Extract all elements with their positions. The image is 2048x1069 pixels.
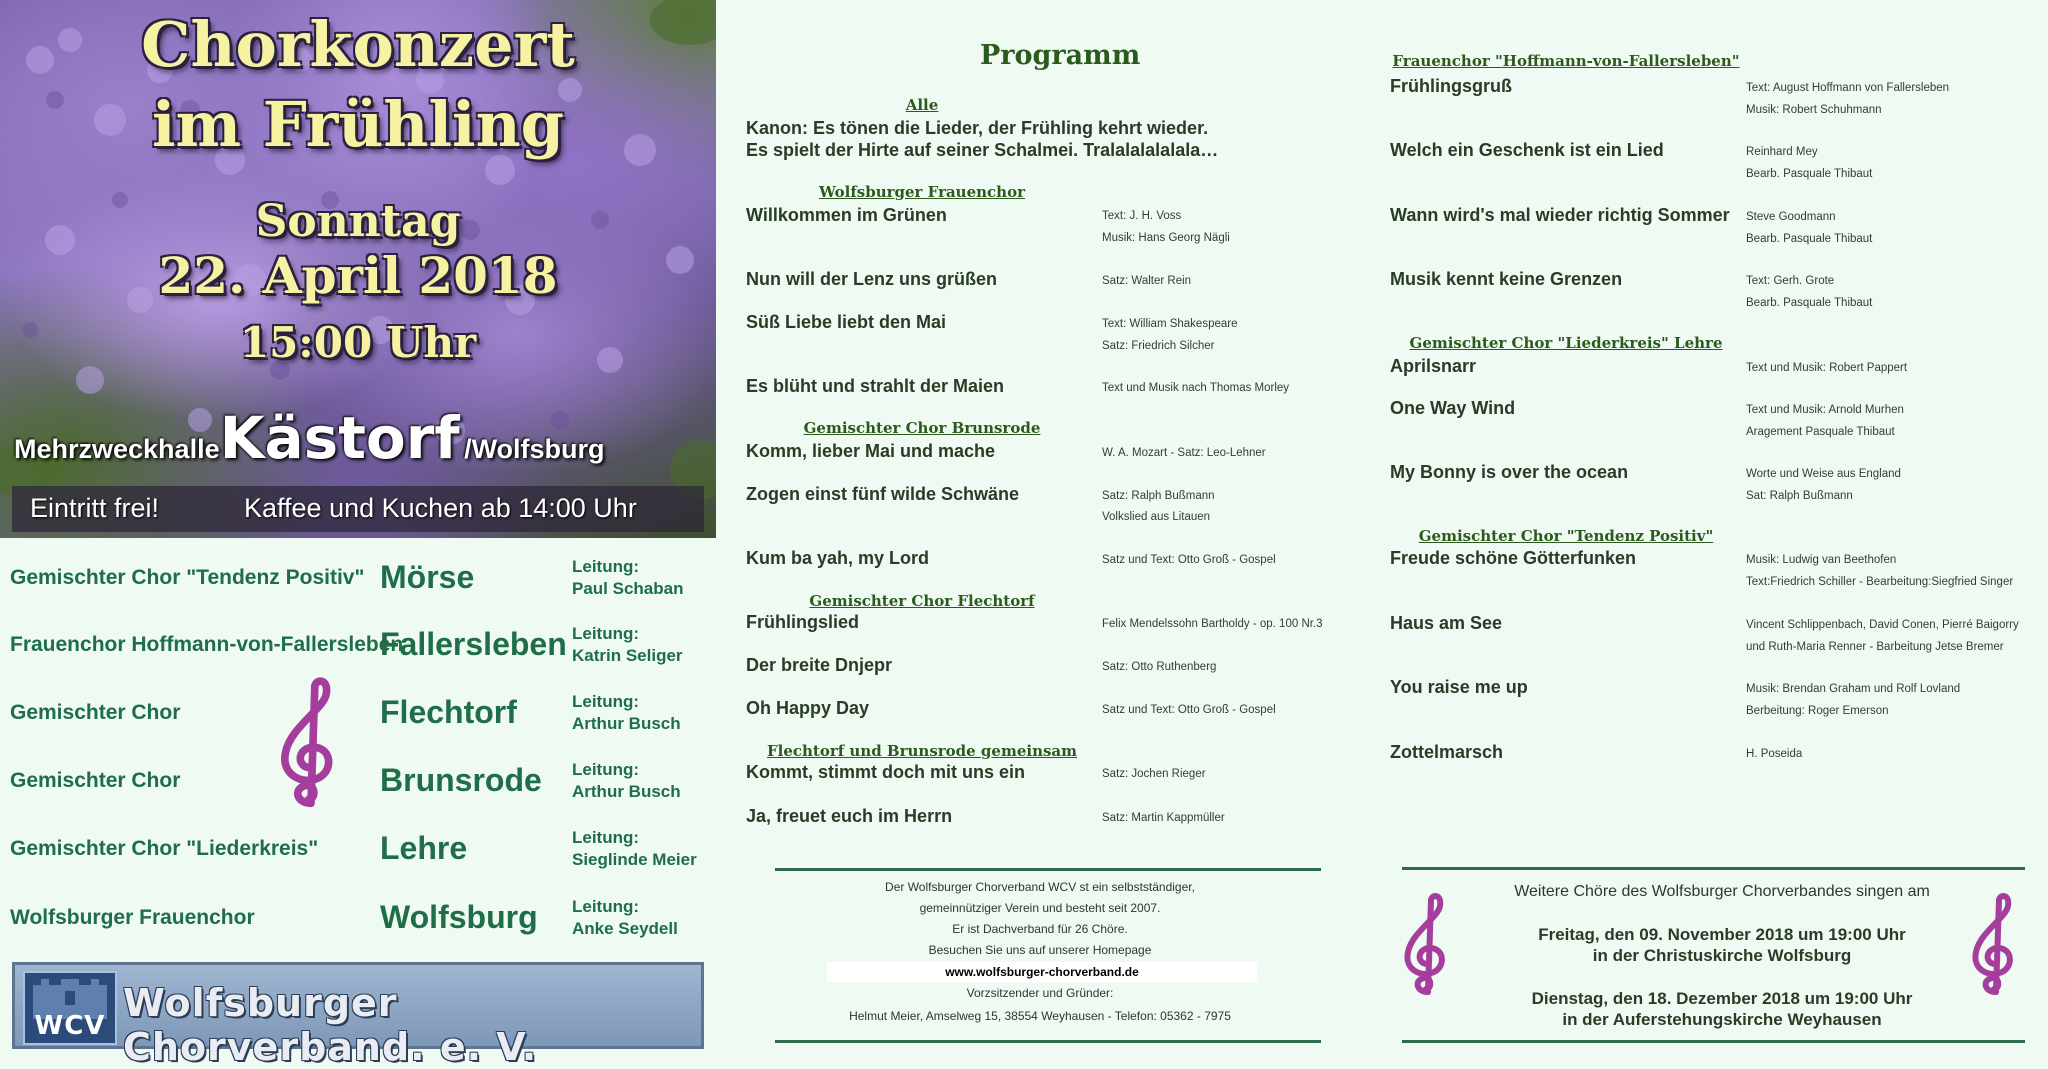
further-intro: Weitere Chöre des Wolfsburger Chorverbandes singen am bbox=[1514, 883, 1930, 900]
divider-bottom bbox=[775, 1040, 1321, 1043]
song-note: Berbeitung: Roger Emerson bbox=[1746, 705, 1889, 717]
song-note: Satz: Otto Ruthenberg bbox=[1102, 661, 1217, 673]
song-title: You raise me up bbox=[1390, 677, 1528, 697]
choir-place: Brunsrode bbox=[380, 762, 542, 798]
section-title: Gemischter Chor "Tendenz Positiv" bbox=[1418, 527, 1714, 545]
song-note: Text und Musik: Robert Pappert bbox=[1746, 362, 1908, 374]
info-line: Der Wolfsburger Chorverband WCV st ein selbstständiger, bbox=[885, 880, 1195, 894]
choir-row bbox=[0, 826, 716, 886]
song-title: Komm, lieber Mai und mache bbox=[746, 441, 996, 461]
song-note: Satz und Text: Otto Groß - Gospel bbox=[1102, 704, 1276, 716]
choir-row bbox=[0, 622, 716, 682]
choir-place: Lehre bbox=[380, 830, 468, 866]
choir-name: Gemischter Chor bbox=[10, 769, 181, 792]
choir-leader-label: Leitung: bbox=[572, 828, 640, 847]
poster-title-line2: im Frühling bbox=[151, 88, 565, 161]
choir-leader: Arthur Busch bbox=[572, 714, 681, 733]
song-title: Frühlingslied bbox=[746, 612, 860, 632]
choir-place: Fallersleben bbox=[380, 626, 567, 662]
section-title: Wolfsburger Frauenchor bbox=[819, 183, 1025, 201]
song-note: Felix Mendelssohn Bartholdy - op. 100 Nr.3 bbox=[1102, 618, 1323, 630]
entry-text: Eintritt frei! bbox=[30, 493, 160, 523]
song-title: Willkommen im Grünen bbox=[746, 205, 947, 225]
song-title: Welch ein Geschenk ist ein Lied bbox=[1390, 140, 1664, 160]
song-note: Satz: Martin Kappmüller bbox=[1102, 812, 1225, 824]
choir-leader: Arthur Busch bbox=[572, 782, 681, 801]
song-title: Ja, freuet euch im Herrn bbox=[746, 806, 953, 826]
section-title: Gemischter Chor Flechtorf bbox=[809, 592, 1035, 610]
song-note: Musik: Brendan Graham und Rolf Lovland bbox=[1746, 683, 1961, 695]
song-title: Süß Liebe liebt den Mai bbox=[746, 312, 947, 332]
song-title: My Bonny is over the ocean bbox=[1390, 462, 1629, 482]
treble-clef-icon bbox=[1966, 892, 2026, 1002]
info-line: Besuchen Sie uns auf unserer Homepage bbox=[928, 943, 1152, 957]
song-note: Text und Musik: Arnold Murhen bbox=[1746, 404, 1904, 416]
song-note: und Ruth-Maria Renner - Barbeitung Jetse Bremer bbox=[1746, 641, 2004, 653]
song-note: Aragement Pasquale Thibaut bbox=[1746, 426, 1895, 438]
song-note: Musik: Robert Schuhmann bbox=[1746, 104, 1882, 116]
event-date: Freitag, den 09. November 2018 um 19:00 Uhr bbox=[1538, 925, 1906, 944]
song-note: Volkslied aus Litauen bbox=[1102, 511, 1211, 523]
poster-time: 15:00 Uhr bbox=[239, 318, 477, 367]
song-title: Haus am See bbox=[1390, 613, 1503, 633]
treble-clef-icon bbox=[1398, 892, 1458, 1002]
song-note: Steve Goodmann bbox=[1746, 211, 1836, 223]
program-heading: Programm bbox=[980, 40, 1141, 71]
song-note: Bearb. Pasquale Thibaut bbox=[1746, 233, 1873, 245]
logo-text: Wolfsburger Chorverband. e. V. bbox=[123, 981, 538, 1069]
song-title: Kum ba yah, my Lord bbox=[746, 548, 930, 568]
song-note: Text und Musik nach Thomas Morley bbox=[1102, 382, 1290, 394]
song-note: Satz: Walter Rein bbox=[1102, 275, 1192, 287]
choir-place: Wolfsburg bbox=[380, 899, 538, 935]
wcv-logo-icon bbox=[23, 971, 117, 1045]
choir-leader: Anke Seydell bbox=[572, 919, 678, 938]
song-title: Oh Happy Day bbox=[746, 698, 870, 718]
choir-name: Gemischter Chor "Liederkreis" bbox=[10, 837, 319, 860]
song-note: Vincent Schlippenbach, David Conen, Pierré Baigorry bbox=[1746, 619, 2019, 631]
coffee-text: Kaffee und Kuchen ab 14:00 Uhr bbox=[244, 493, 637, 523]
song-note: Satz: Jochen Rieger bbox=[1102, 768, 1206, 780]
song-note: Satz und Text: Otto Groß - Gospel bbox=[1102, 554, 1276, 566]
choir-leader: Sieglinde Meier bbox=[572, 850, 697, 869]
choir-name: Frauenchor Hoffmann-von-Fallersleben bbox=[10, 633, 404, 656]
treble-clef-icon bbox=[272, 676, 350, 816]
event-place: in der Christuskirche Wolfsburg bbox=[1592, 946, 1852, 965]
song-title: Nun will der Lenz uns grüßen bbox=[746, 269, 998, 289]
logo-abbr: WCV bbox=[34, 1011, 106, 1041]
song-note: Worte und Weise aus England bbox=[1746, 468, 1901, 480]
song-title: Wann wird's mal wieder richtig Sommer bbox=[1390, 205, 1730, 225]
event-place: in der Auferstehungskirche Weyhausen bbox=[1562, 1010, 1882, 1029]
choir-row bbox=[0, 555, 716, 615]
song-title: Musik kennt keine Grenzen bbox=[1390, 269, 1623, 289]
song-note: Satz: Friedrich Silcher bbox=[1102, 340, 1215, 352]
song-note: Text: August Hoffmann von Fallersleben bbox=[1746, 82, 1950, 94]
song-note: Satz: Ralph Bußmann bbox=[1102, 490, 1215, 502]
song-note: Text:Friedrich Schiller - Bearbeitung:Siegfried Singer bbox=[1746, 576, 2014, 588]
section-title: Flechtorf und Brunsrode gemeinsam bbox=[766, 742, 1078, 760]
song-title: Es spielt der Hirte auf seiner Schalmei. Tralalalalalala… bbox=[746, 140, 1219, 160]
info-bar bbox=[12, 486, 704, 532]
song-title: Aprilsnarr bbox=[1390, 356, 1477, 376]
song-title: Frühlingsgruß bbox=[1390, 76, 1512, 96]
divider-top bbox=[775, 868, 1321, 871]
choir-leader: Paul Schaban bbox=[572, 579, 684, 598]
song-title: One Way Wind bbox=[1390, 398, 1516, 418]
song-note: Reinhard Mey bbox=[1746, 146, 1818, 158]
song-title: Zottelmarsch bbox=[1390, 742, 1504, 762]
homepage-link[interactable]: www.wolfsburger-chorverband.de bbox=[945, 965, 1139, 979]
venue-prefix: Mehrzweckhalle bbox=[14, 434, 220, 464]
poster-day: Sonntag bbox=[255, 196, 461, 247]
choir-leader-label: Leitung: bbox=[572, 897, 640, 916]
song-note: Musik: Ludwig van Beethofen bbox=[1746, 554, 1897, 566]
choir-name: Gemischter Chor "Tendenz Positiv" bbox=[10, 566, 365, 589]
founder-label: Vorzsitzender und Gründer: bbox=[966, 986, 1114, 1000]
choir-leader: Katrin Seliger bbox=[572, 646, 683, 665]
choir-row bbox=[0, 895, 716, 955]
section-title: Gemischter Chor "Liederkreis" Lehre bbox=[1409, 334, 1723, 352]
song-title: Freude schöne Götterfunken bbox=[1390, 548, 1637, 568]
choir-row bbox=[0, 690, 716, 750]
song-note: Text: J. H. Voss bbox=[1102, 210, 1182, 222]
song-title: Zogen einst fünf wilde Schwäne bbox=[746, 484, 1020, 504]
venue-suffix: /Wolfsburg bbox=[464, 434, 605, 464]
song-note: Sat: Ralph Bußmann bbox=[1746, 490, 1853, 502]
choir-leader-label: Leitung: bbox=[572, 557, 640, 576]
choir-leader-label: Leitung: bbox=[572, 760, 640, 779]
section-title: Alle bbox=[905, 96, 939, 114]
section-title: Gemischter Chor Brunsrode bbox=[803, 419, 1041, 437]
section-title: Frauenchor "Hoffmann-von-Fallersleben" bbox=[1392, 52, 1740, 70]
song-note: Text: William Shakespeare bbox=[1102, 318, 1238, 330]
song-title: Kanon: Es tönen die Lieder, der Frühling kehrt wieder. bbox=[746, 118, 1209, 138]
song-title: Es blüht und strahlt der Maien bbox=[746, 376, 1005, 396]
poster-image bbox=[0, 0, 716, 538]
choir-leader-label: Leitung: bbox=[572, 624, 640, 643]
info-line: Er ist Dachverband für 26 Chöre. bbox=[952, 922, 1128, 936]
choir-place: Flechtorf bbox=[380, 694, 517, 730]
song-note: W. A. Mozart - Satz: Leo-Lehner bbox=[1102, 447, 1266, 459]
divider-bottom bbox=[1402, 1040, 2025, 1043]
choir-leader-label: Leitung: bbox=[572, 692, 640, 711]
choir-name: Wolfsburger Frauenchor bbox=[10, 906, 255, 929]
choir-name: Gemischter Chor bbox=[10, 701, 181, 724]
song-note: Musik: Hans Georg Nägli bbox=[1102, 232, 1230, 244]
song-note: H. Poseida bbox=[1746, 748, 1803, 760]
logo-banner bbox=[12, 962, 704, 1069]
venue-main: Kästorf bbox=[219, 404, 460, 472]
info-line: gemeinnütziger Verein und besteht seit 2007. bbox=[919, 901, 1161, 915]
song-title: Kommt, stimmt doch mit uns ein bbox=[746, 762, 1026, 782]
venue-line bbox=[14, 404, 714, 472]
event-date: Dienstag, den 18. Dezember 2018 um 19:00 Uhr bbox=[1531, 989, 1913, 1008]
song-title: Der breite Dnjepr bbox=[746, 655, 893, 675]
song-note: Text: Gerh. Grote bbox=[1746, 275, 1835, 287]
poster-date: 22. April 2018 bbox=[158, 246, 558, 305]
song-note: Bearb. Pasquale Thibaut bbox=[1746, 168, 1873, 180]
choir-place: Mörse bbox=[380, 559, 475, 595]
founder-info: Helmut Meier, Amselweg 15, 38554 Weyhausen - Telefon: 05362 - 7975 bbox=[849, 1009, 1231, 1023]
divider-top bbox=[1402, 867, 2025, 870]
song-note: Bearb. Pasquale Thibaut bbox=[1746, 297, 1873, 309]
poster-title-line1: Chorkonzert bbox=[141, 8, 575, 81]
choir-row bbox=[0, 758, 716, 818]
